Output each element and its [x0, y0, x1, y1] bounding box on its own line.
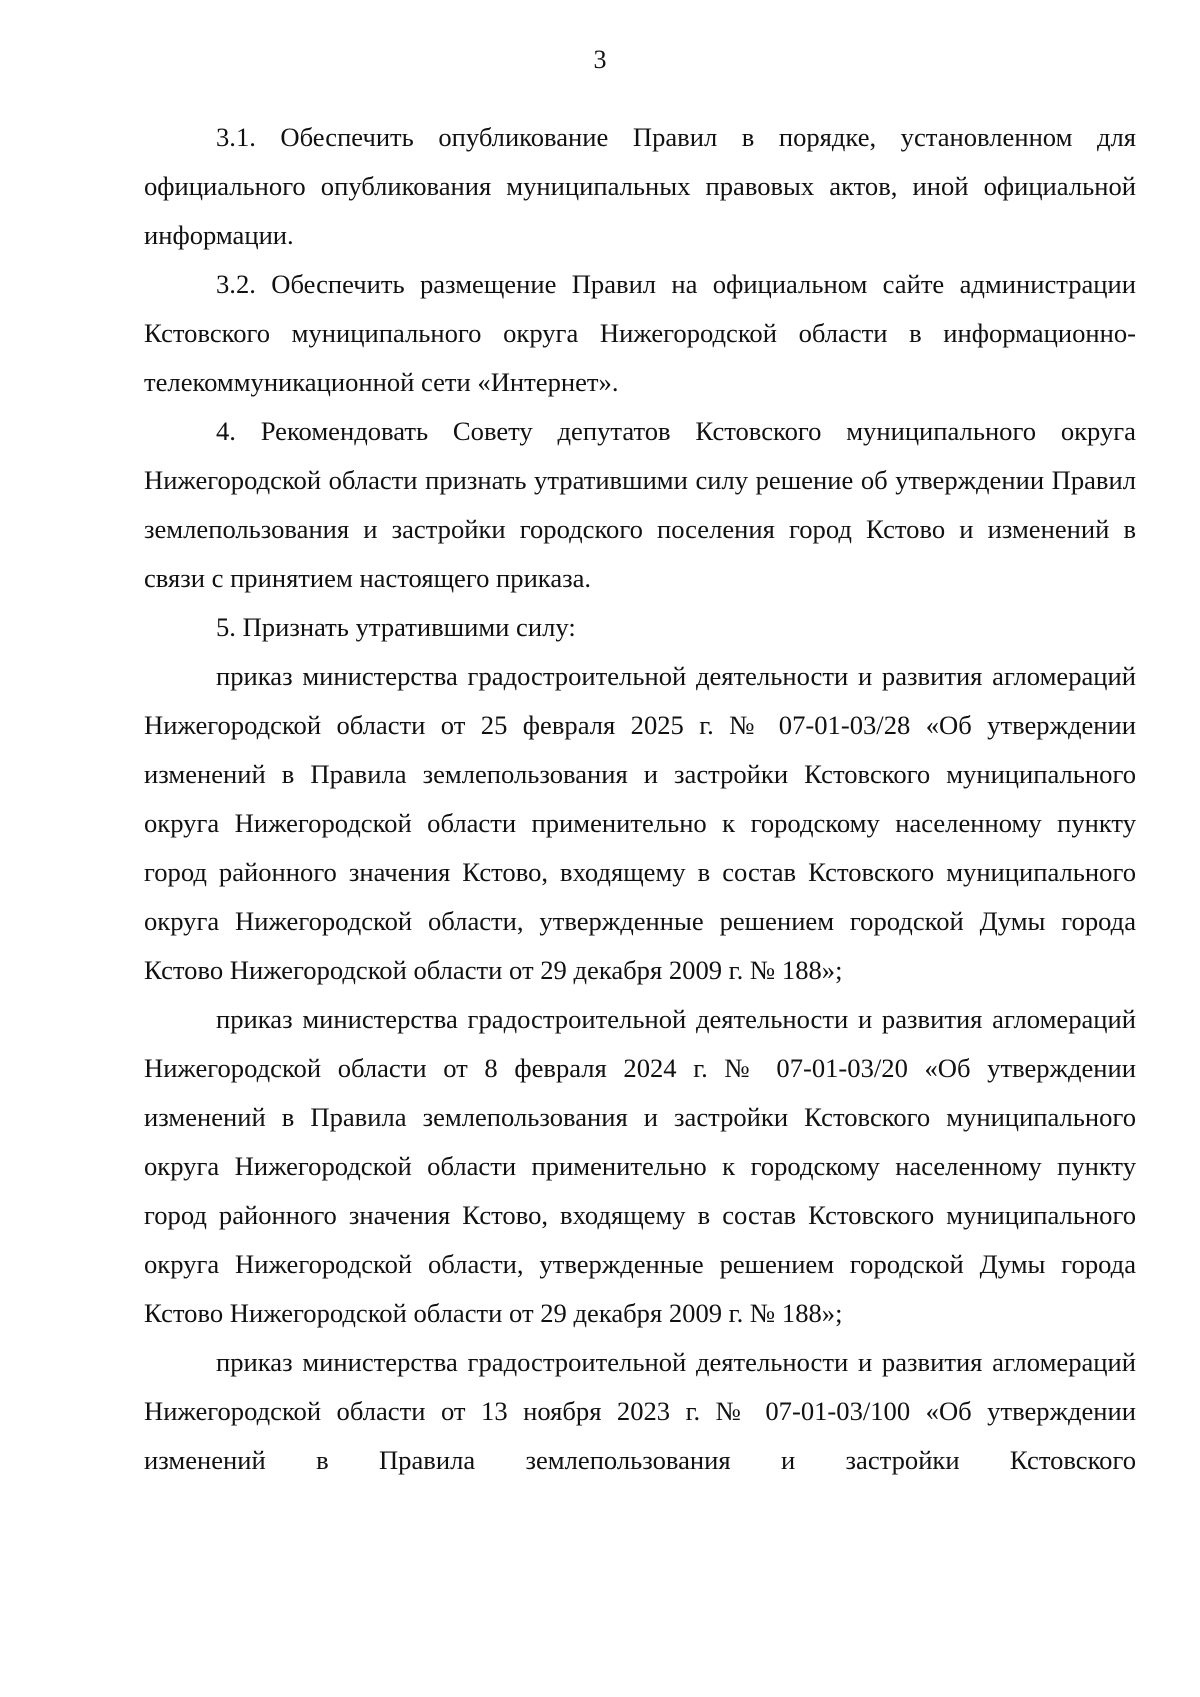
paragraph-5-repeal-intro: 5. Признать утратившими силу:: [216, 612, 576, 642]
paragraph-3-2-website: 3.2. Обеспечить размещение Правил на официальном сайте администрации Кстовского муниципального округа Нижегородской области в информационно-телекоммуникационной сети «Интернет».: [144, 269, 1136, 397]
paragraph-repealed-order-2025: приказ министерства градостроительной деятельности и развития агломераций Нижегородской области от 25 февраля 2025 г. № 07-01-03/28 «Об утверждении изменений в Правила землепользования и застройки Кстовского муниципального округа Нижегородской области применительно к городскому населенному пункту город районного значения Кстово, входящему в состав Кстовского муниципального округа Нижегородской области, утвержденные решением городской Думы города Кстово Нижегородской области от 29 декабря 2009 г. № 188»;: [144, 661, 1136, 985]
paragraph-repealed-order-2024: приказ министерства градостроительной деятельности и развития агломераций Нижегородской области от 8 февраля 2024 г. № 07-01-03/20 «Об утверждении изменений в Правила землепользования и застройки Кстовского муниципального округа Нижегородской области применительно к городскому населенному пункту город районного значения Кстово, входящему в состав Кстовского муниципального округа Нижегородской области, утвержденные решением городской Думы города Кстово Нижегородской области от 29 декабря 2009 г. № 188»;: [144, 1004, 1136, 1328]
paragraph-repealed-order-2023: приказ министерства градостроительной деятельности и развития агломераций Нижегородской области от 13 ноября 2023 г. № 07-01-03/100 «Об утверждении изменений в Правила землепользования и застройки Кстовского: [144, 1347, 1136, 1475]
page-number: 3: [593, 45, 607, 74]
paragraph-3-1-publication: 3.1. Обеспечить опубликование Правил в порядке, установленном для официального опубликования муниципальных правовых актов, иной официальной информации.: [144, 122, 1136, 250]
document-body: [144, 113, 1136, 1485]
paragraph-4-recommendation: 4. Рекомендовать Совету депутатов Кстовского муниципального округа Нижегородской области признать утратившими силу решение об утверждении Правил землепользования и застройки городского поселения город Кстово и изменений в связи с принятием настоящего приказа.: [144, 416, 1136, 593]
